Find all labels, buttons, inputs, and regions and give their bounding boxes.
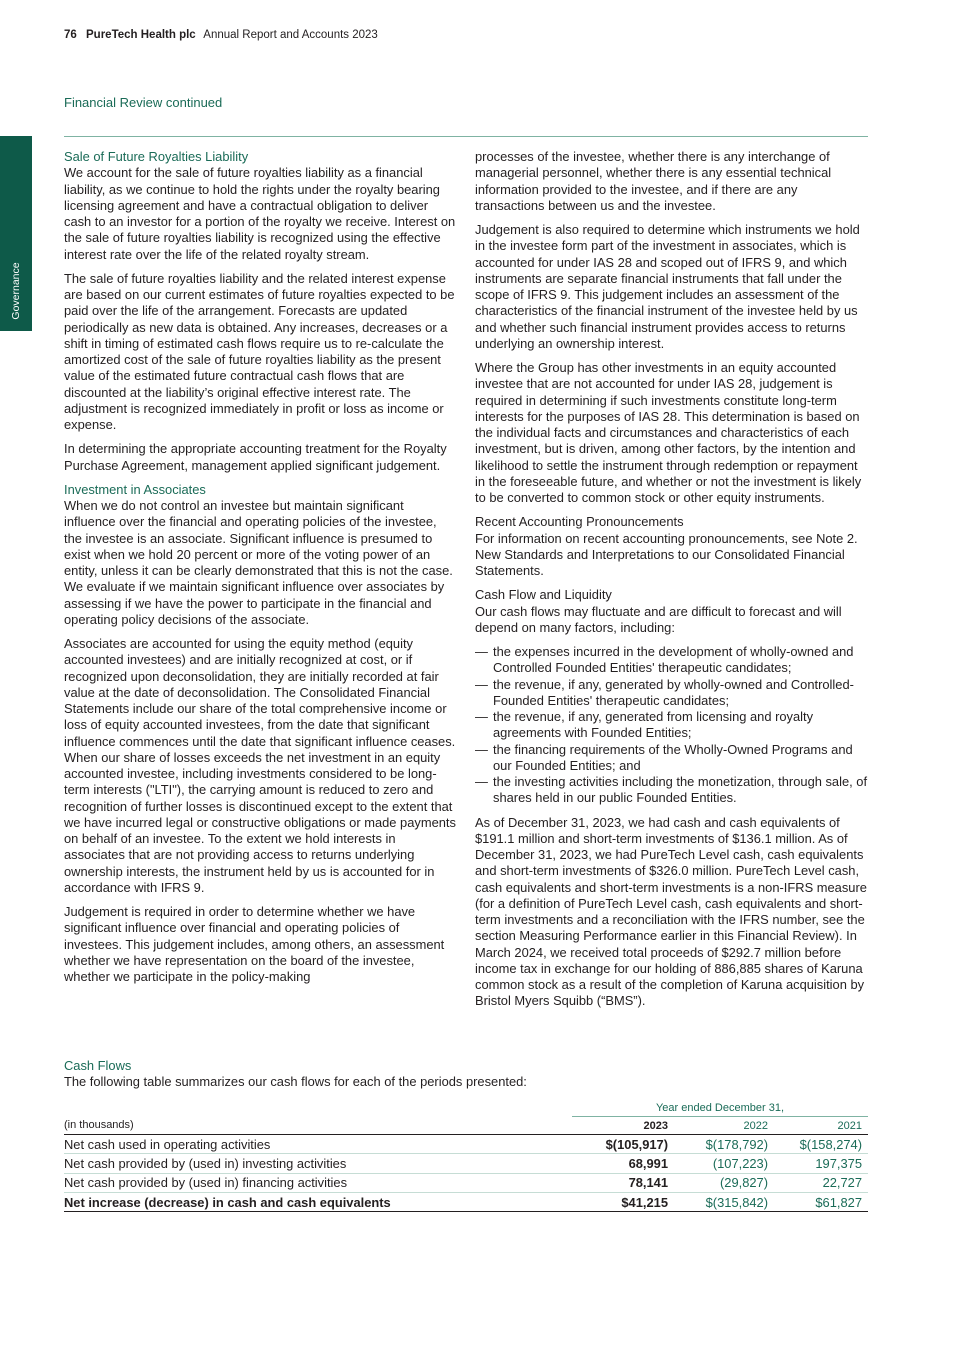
header-divider [64,136,868,137]
dash-marker: — [475,709,488,724]
value-2023: 78,141 [572,1173,678,1192]
cash-flows-heading: Cash Flows [64,1058,132,1073]
row-label: Net cash used in operating activities [64,1135,572,1154]
list-item [475,644,870,677]
table-row [64,1135,868,1154]
list-item-text: the expenses incurred in the development of wholly-owned and Controlled Founded Entities' therapeutic candidates; [493,644,854,676]
table-row [64,1154,868,1173]
value-2021: 22,727 [774,1173,868,1192]
royalties-heading: Sale of Future Royalties Liability [64,149,249,164]
recent-pronouncements-paragraph: For information on recent accounting pronouncements, see Note 2. New Standards and Interpretations to our Consolidated Financial Statements. [475,530,858,578]
list-item-text: the revenue, if any, generated by wholly-owned and Controlled-Founded Entities' therapeutic candidates; [493,676,854,708]
liquidity-intro: Our cash flows may fluctuate and are difficult to forecast and will depend on many factors, including: [475,603,842,635]
judgement-paragraph-3: Where the Group has other investments in an equity accounted investee that are not accounted for under IAS 28, judgement is required in determining if such investments constitute long-term interests for the purposes of IAS 28. This determination is based on the individual facts and circumstances and characteristics of each investment, but is driven, among other factors, by the intention and likelihood to settle the instrument through redemption or repayment in the foreseeable future, and whether or not the investment is likely to be converted to common stock or other equity instruments. [475,360,862,505]
company-name: PureTech Health plc [86,29,196,41]
row-label: Net cash provided by (used in) financing activities [64,1173,572,1192]
year-2021-header: 2021 [774,1117,868,1135]
value-2021: 197,375 [774,1154,868,1173]
row-label: Net cash provided by (used in) investing activities [64,1154,572,1173]
value-2023: 68,991 [572,1154,678,1173]
total-2022: $(315,842) [678,1192,774,1211]
dash-marker: — [475,676,488,692]
period-label: Year ended December 31, [572,1099,868,1117]
dash-marker: — [475,774,488,789]
total-2023: $41,215 [572,1192,678,1211]
value-2021: $(158,274) [774,1135,868,1154]
value-2022: $(178,792) [678,1135,774,1154]
liquidity-factor-list [475,644,870,807]
left-column [64,149,457,993]
right-column [475,149,870,1018]
dash-marker: — [475,644,488,659]
value-2022: (29,827) [678,1173,774,1192]
year-2022-header: 2022 [678,1117,774,1135]
associates-paragraph-2: Associates are accounted for using the equity method (equity accounted investees) and are initially recognized at cost, or if recognized upon deconsolidation, they are initially recorded at fair value at the date of deconsolidation. The Consolidated Financial Statements include our share of the total comprehensive income or loss of equity accounted investees, from the date that significant influence commences until the date that significant influence ceases. When our share of losses exceeds the net investment in an equity accounted investee, including investments considered to be long-term interests ("LTI"), the carrying amount is reduced to zero and recognition of further losses is discontinued except to the extent that we have incurred legal or constructive obligations or made payments on behalf of an investee. To the extent we hold interests in associates that are not providing access to returns underlying ownership interests, the instrument held by us is accounted for in accordance with IFRS 9. [64,636,456,895]
section-title: Financial Review continued [64,95,223,110]
units-label: (in thousands) [64,1117,572,1135]
period-header-row [64,1099,868,1117]
list-item-text: the revenue, if any, generated from licensing and royalty agreements with Founded Entities; [493,709,814,741]
judgement-paragraph-2: Judgement is also required to determine which instruments we hold in the investee form part of the investment in associates, which is accounted for under IAS 28 and scoped out of IFRS 9, and which instruments are separate financial instruments that fall under the scope of IFRS 9. This judgement includes an assessment of the characteristics of the financial instrument of the investee held by us and whether such financial instrument provides access to returns underlying an ownership interest. [475,222,860,351]
cash-flows-intro: The following table summarizes our cash flows for each of the periods presented: [64,1074,527,1090]
governance-side-tab [0,136,32,331]
associates-heading: Investment in Associates [64,481,206,497]
table-row [64,1173,868,1192]
side-tab-label: Governance [10,262,22,320]
royalties-paragraph-3: In determining the appropriate accounting treatment for the Royalty Purchase Agreement, management applied significant judgement. [64,441,447,473]
value-2022: (107,223) [678,1154,774,1173]
liquidity-heading: Cash Flow and Liquidity [475,587,612,603]
list-item [475,709,870,742]
year-header-row [64,1117,868,1135]
page-number: 76 [64,29,77,41]
list-item [475,742,870,775]
list-item-text: the financing requirements of the Wholly-Owned Programs and our Founded Entities; and [493,741,853,773]
list-item-text: the investing activities including the monetization, through sale, of shares held in our public Founded Entities. [493,774,868,806]
running-header [64,29,378,41]
recent-pronouncements-heading: Recent Accounting Pronouncements [475,514,684,530]
judgement-paragraph-1: processes of the investee, whether there is any interchange of managerial personnel, whether there is any essential technical information provided to the investee, and if there are any transactions between us and the investee. [475,149,832,213]
dash-marker: — [475,741,488,757]
total-label: Net increase (decrease) in cash and cash equivalents [64,1192,572,1211]
list-item [475,677,870,710]
cash-position-paragraph: As of December 31, 2023, we had cash and cash equivalents of $191.1 million and short-term investments of $136.1 million. As of December 31, 2023, we had PureTech Level cash, cash equivalents and short-term investments of $326.0 million. PureTech Level cash, cash equivalents and short-term investments is a non-IFRS measure (for a definition of PureTech Level cash, cash equivalents and short-term investments and a reconciliation with the IFRS number, see the section Measuring Performance earlier in this Financial Review). In March 2024, we received total proceeds of $292.7 million before income tax in exchange for our holding of 886,885 shares of Karuna common stock as a result of the completion of Karuna acquisition by Bristol Myers Squibb (“BMS”). [475,814,867,1009]
value-2023: $(105,917) [572,1135,678,1154]
royalties-paragraph-1: We account for the sale of future royalties liability as a financial liability, as we continue to hold the rights under the royalty bearing licensing agreement and have a contractual obligation to deliver cash to an investor for a portion of the royalty we receive. Interest on the sale of future royalties liability is recognized using the effective interest rate over the life of the related royalty stream. [64,165,456,262]
year-2023-header: 2023 [572,1117,678,1135]
royalties-paragraph-2: The sale of future royalties liability and the related interest expense are based on our current estimates of future royalties expected to be paid over the life of the arrangement. Forecasts are updated periodically as new data is obtained. Any increases, decreases or a shift in timing of estimated cash flows require us to re-calculate the amortized cost of the sale of future royalties liability as the present value of the estimated future contractual cash flows that are discounted at the liability’s original effective interest rate. The adjustment is recognized immediately in profit or loss as income or expense. [64,270,455,432]
cash-flows-table [64,1099,868,1212]
associates-paragraph-1: When we do not control an investee but maintain significant influence over the financial and operating policies of the investee, the investee is an associate. Significant influence is presumed to exist when we hold 20 percent or more of the voting power of an entity, unless it can be clearly demonstrated that this is not the case. We evaluate if we maintain significant influence over associates by assessing if we have the power to participate in the financial and operating policy decisions of the associate. [64,498,453,627]
list-item [475,774,870,807]
cash-flows-section [64,1058,869,1091]
associates-paragraph-3: Judgement is required in order to determine whether we have significant influence over financial and operating policies of investees. This judgement includes, among others, an assessment whether we have representation on the board of the investee, whether we participate in the policy-making [64,904,445,984]
total-2021: $61,827 [774,1192,868,1211]
total-row [64,1192,868,1211]
publication-title: Annual Report and Accounts 2023 [203,29,378,41]
